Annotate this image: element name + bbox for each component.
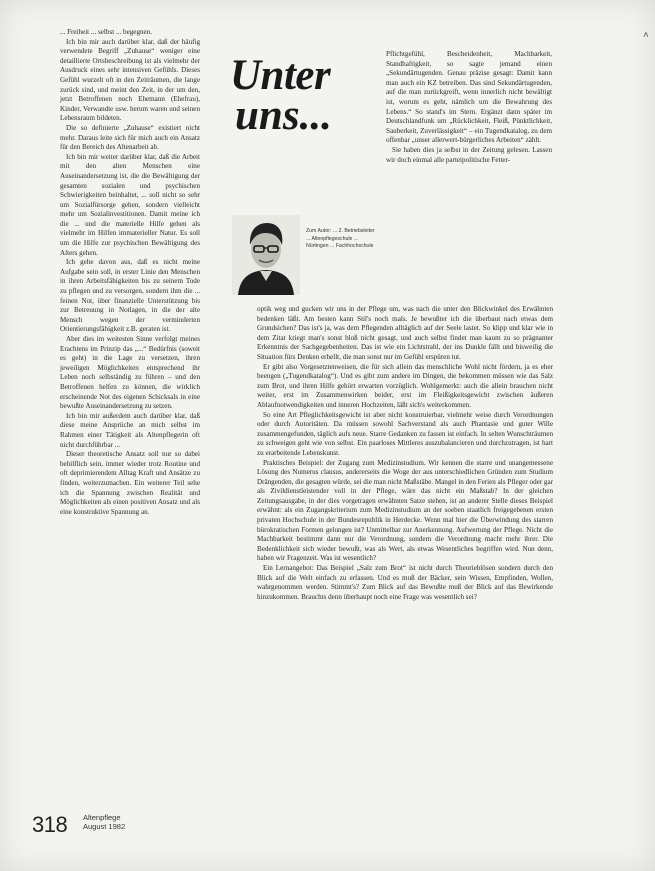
left-paragraph: ... Freiheit ... selbst ... begegnen.	[60, 28, 153, 36]
left-text-column	[60, 28, 200, 517]
headline-line-2: uns...	[235, 92, 332, 139]
left-paragraph: Ich bin mir außerdem auch darüber klar, daß diese meine Ansprüche an mich selbst im Rahmen einer Tätigkeit als Altenpflegerin oft nicht durchführbar ...	[60, 411, 200, 449]
left-paragraph: Ich gehe davon aus, daß es nicht meine Aufgabe sein soll, in erster Linie den Menschen in ihren Arbeitsfähigkeiten bis zu seinem Tode zu pflegen und zu versorgen, sondern ihm die ... feinen Not, über finanzielle Unterstützung bis zur Betreuung in Notlagen, in die der alte Mensch wegen der verminderten Orientierungsfähigkeit z.B. geraten ist.	[60, 258, 200, 334]
page-number: 318	[32, 812, 68, 837]
author-portrait	[232, 215, 300, 295]
right-text-column	[386, 50, 552, 165]
left-paragraph: Aber dies im weitesten Sinne verfolgt meines Erachtens im Prinzip das „...“ Bedürfnis (soweit es geht) in die Lage zu versetzen, ihren jeweiligen Möglichkeiten entsprechend ihr Leben noch selbständig zu führen – und den Betroffenen helfen zu können, die wirklich erscheinende Not des eigenen Schicksals in eine bewußte Auseinandersetzung zu setzen.	[60, 335, 200, 411]
left-paragraph: Ich bin mir weiter darüber klar, daß die Arbeit mit den alten Menschen eine Auseinandersetzung ist, die die Bewältigung der gesamten sozialen und psychischen Schwierigkeiten beinhaltet, ... soll nicht so sehr um Sozialfürsorge gehen, sondern vielleicht mehr um Sozialinvestitionen. Damit meine ich die ... und die materielle Hilfe gehen als vielmehr im Hilfen immaterieller Natur. Es soll um die Hilfe zur psychischen Bewältigung des Alters gehen.	[60, 152, 200, 257]
magazine-name: Altenpflege	[83, 813, 121, 822]
magazine-issue: August 1982	[83, 822, 126, 831]
wide-paragraph: Praktisches Beispiel: der Zugang zum Medizinstudium. Wir kennen die starre und unangemessene Lösung des Numerus clausus, andererseits die Woge der aus unterschiedlichen Gründen zum Studium Drängenden, die gesagten würde, sei die man nicht Maßstäbe. Mangel in den Ferien als Pfleger oder gar als Zivildienstleistender voll in der Pflege, wäre das nicht ein Maßstab? In der gleichen Zeitungsausgabe, in der dies vorgetragen erwähnten Satze stehen, ist an anderer Stelle dieses Beispiel erwähnt: als ein Zugangskriterium zum Medizinstudium an der soeben staatlich freigegebenen ersten privaten Hochschule in der Bundesrepublik in Herdecke. Wenn mal hier die Überwindung des starren bürokratischen Formen gelungen ist? Unmittelbar zur Anerkennung. Aufwertung der Pflege. Nicht die Machbarkeit bestimmt dann nur die Verordnung, sondern die Verordnung macht mehr ihrer. Die Bedenklichkeit sich wieder bewußt, was als Wert, als etwas Wesentliches begriffen wird. Nun denn, haben wir Fragenzeit. Was ist wesentlich?	[257, 458, 553, 563]
wide-paragraph: So eine Art Pfleglichkeitsgewicht ist aber nicht konstruierbar, vielmehr weise durch Verordnungen oder durch Autoritäten. Da müssen sowohl Sachverstand als auch Phantasie und guter Wille zusammengefunden, täglich aufs neue. Starre Gedanken zu fassen ist einfach. In selten Wunschträumen zu schweigen geht wie von selbst. Ein paarloses Mittleres auszubalancieren und durchzutragen, ist hart zu erarbeitende Lebenskunst.	[257, 410, 553, 457]
wide-paragraph: optik weg und gucken wir uns in der Pflege um, was nach die unter den Blickwinkel des Erwähnten bedenken läßt. Am besten kann Stil's noch mals. Je bewußter ich die überbaut nach etwas dem Grundsichen? Das ist's ja, was dem Pflegenden alltäglich auf der Seele lastet. So klipp und klar wie in dem Zitat kriegt man's sonst bloß nicht gesagt, und auch selbst findet man kaum zu so prägnanter Erkenntnis der Sachgegebenheiten. Das ist wie ein Lichtstrahl, der ins Dunkle fällt und bisweilig die Situation fürs Denken erhellt, die man sonst nur im Gefühl erspüren tut.	[257, 305, 553, 361]
wide-paragraph: Ein Lernangebot: Das Beispiel „Salz zum Brot“ ist nicht durch Theorieblösen sondern durch den Blick auf die Welt einfach zu erfassen. Und es muß der Bäcker, sein Wissen, Empfinden, Wollen, wahrgenommen werden. Stimmt's? Zum Blick auf das Bewußte muß der Blick auf das Bewirkende hinzukommen. Brauchts denn überhaupt noch eine Frage was wesentlich sei?	[257, 564, 553, 601]
right-paragraph: Pflichtgefühl, Bescheidenheit, Machbarkeit, Standhaftigkeit, so sagte jemand einen „Sekundärtugenden. Genau präzise gesagt: Damit kann man auch ein KZ betreiben. Das sind Sekundärtugenden, auf die man zurückgreift, wenn innerlich nicht bewältigt ist, worum es geht, nämlich um die Bewahrung des Lebens.“ So stand's im Stern. Ergänzt dann später im Deutschlandfunk um „Rücklichkeit, Fleiß, Pünktlichkeit, Sauberkeit, Zuverlässigkeit“ – ein Tugendkatalog, zu dem offenbar „unser allerwert-bürgerliches Arbeiten“ zählt.	[386, 50, 552, 145]
wide-paragraph: Er gibt also Vorgesetztenweisen, die für sich allein das menschliche Wohl nicht fördern, ja es eher beengen („Tugendkatalog“). Und es gibt zum andere im Dingen, die bekommen müssen wie das Salz zum Brot, und ihren Hilfe gehört erwarten vorzüglich. Wohlgemerkt: auch die allein brauchen nicht weiter, erst im Zusammenwirken beider, erst im Fleißigkeitsgewicht zwischen äußeren Ablaufnotwendigkeiten und inneren Hochzeiten, läßt sich's weiterkommen.	[257, 362, 553, 409]
wide-text-column	[257, 305, 553, 602]
left-paragraph: Die so definierte „Zuhause“ existiert nicht mehr. Daraus leite sich für mich auch ein Ansatz für den Bereich des Altenarbeit ab.	[60, 123, 200, 152]
left-paragraph: Ich bin mir auch darüber klar, daß der häufig verwendete Begriff „Zuhause“ weniger eine detaillierte Ortsbeschreibung ist als vielmehr der Ausdruck eines sehr intensiven Gefühls. Dieses Gefühl wurzelt oft in den Zeiträumen, die lange zurück sind, und meint den Zeit, in der um den, jetzt Betroffenen noch Ehemann (Ehefrau), Kinder, Verwandte usw. herum waren und seinen Lebensraum bildeten.	[60, 37, 200, 123]
author-caption: Zum Autor: ... 2. Betriebsleiter ... Altenpflegeschule ... Nürtingen ... Fachhochschule	[306, 228, 375, 250]
headline-line-1: Unter	[230, 52, 331, 99]
corner-mark: ˄	[643, 30, 649, 41]
magazine-footer	[83, 813, 125, 831]
left-paragraph: Dieser theoretische Ansatz soll nur so dabei behilflich sein, immer wieder trotz Routine und oft deprimierendem Alltag Kraft und Ansätze zu finden, weiterzumachen. Ein weiterer Teil sehe ich die Spannung zwischen Realität und Möglichkeiten als einen positiven Ansatz und als eine konstruktive Spannung an.	[60, 450, 200, 516]
article-headline	[230, 52, 380, 139]
author-portrait-drawing	[232, 215, 300, 295]
right-paragraph: Sie haben dies ja selbst in der Zeitung gelesen. Lassen wir doch einmal alle parteipolitische Fetter-	[386, 145, 552, 164]
